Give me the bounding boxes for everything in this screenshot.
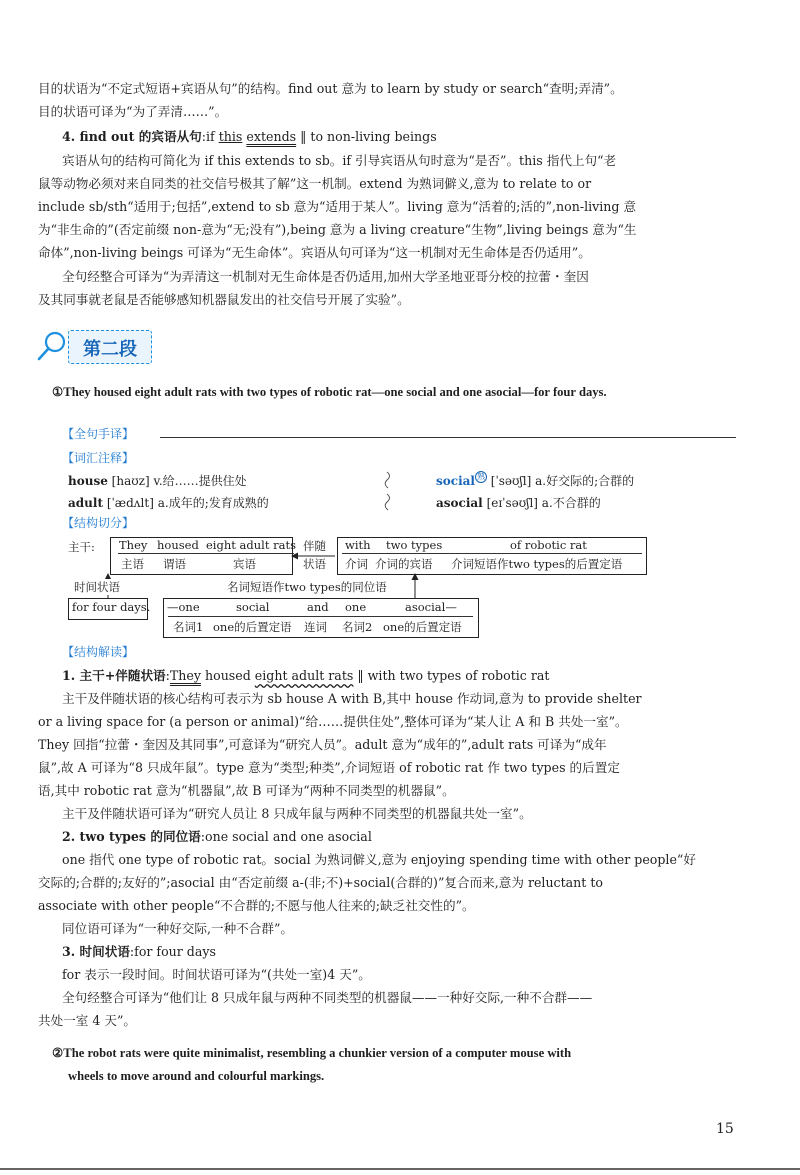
heading-label: 4. find out 的宾语从句 [62, 129, 202, 144]
role-postmod: 介词短语作two types的后置定语 [451, 557, 623, 571]
heading-tail: :one social and one asocial [200, 829, 372, 844]
translation-blank-line[interactable] [160, 437, 736, 438]
section-badge [68, 330, 152, 364]
role-noun1: 名词1 [173, 620, 204, 634]
vocab-word: house [68, 474, 108, 488]
heading-tail: ‖ with two types of robotic rat [353, 668, 550, 683]
text-line: 主干及伴随状语可译为“研究人员让 8 只成年鼠与两种不同类型的机器鼠共处一室”。 [62, 806, 532, 821]
heading-analysis-1 [62, 664, 762, 687]
text-line: 共处一室 4 天”。 [38, 1013, 137, 1028]
text-line: 目的状语为“不定式短语+宾语从句”的结构。find out 意为 to learn by study or search“查明;弄清”。 [38, 81, 623, 96]
underline [342, 553, 642, 554]
sentence-text: They housed eight adult rats with two types of robotic rat—one social and one asocial—for four days. [63, 385, 607, 399]
magnifier-icon [36, 330, 68, 362]
word-one-1: —one [167, 600, 200, 614]
text-line: 目的状语可译为“为了弄清……”。 [38, 104, 228, 119]
label-time-adverbial: 时间状语 [74, 580, 120, 594]
underline [168, 616, 473, 617]
vocab-def: a.成年的;发育成熟的 [157, 496, 269, 510]
vocab-ipa: [haʊz] [111, 474, 150, 488]
text-line: 语,其中 robotic rat 意为“机器鼠”,故 B 可译为“两种不同类型的机器鼠”。 [38, 783, 455, 798]
text-line: 主干及伴随状语的核心结构可表示为 sb house A with B,其中 house 作动词,意为 to provide shelter [62, 691, 642, 706]
footer-rule [0, 1168, 800, 1170]
label-analysis: 【结构解读】 [62, 645, 135, 659]
heading-text: :if [201, 129, 219, 144]
label-adverbial: 状语 [303, 557, 326, 571]
vocab-adult [68, 494, 269, 511]
sentence-text: The robot rats were quite minimalist, resembling a chunkier version of a computer mouse with [63, 1046, 572, 1060]
vocab-ipa: [ˈædʌlt] [106, 496, 154, 510]
text-line: 命体”,non-living beings 可译为“无生命体”。宾语从句可译为“这一机制对无生命体是否仍适用”。 [38, 245, 591, 260]
word-two-types: two types [386, 538, 443, 552]
text-line: 交际的;合群的;友好的”;asocial 由“否定前缀 a-(非;不)+social(合群的)”复合而来,意为 reluctant to [38, 875, 603, 890]
text-line: include sb/sth“适用于;包括”,extend to sb 意为“适用于某人”。living 意为“活着的;活的”,non-living 意 [38, 199, 637, 214]
role-one-postmod-1: one的后置定语 [213, 620, 292, 634]
vocab-asocial [436, 494, 601, 511]
familiar-word-badge: 熟 [476, 472, 485, 481]
text-line: 为“非生命的”(否定前缀 non-意为“无;没有”),being 意为 a living creature“生物”,living beings 意为“生 [38, 222, 637, 237]
text-line: 全句经整合可译为“他们让 8 只成年鼠与两种不同类型的机器鼠——一种好交际,一种不合群—— [62, 990, 593, 1005]
vocab-def: a.不合群的 [541, 496, 601, 510]
vocab-ipa: [eɪˈsəʊʃl] [486, 496, 538, 510]
heading-tail: :for four days [129, 944, 216, 959]
word-and: and [307, 600, 329, 614]
heading-label: 1. 主干+伴随状语 [62, 668, 166, 683]
vocab-house [68, 472, 247, 489]
section-title: 第二段 [83, 339, 137, 360]
text-line: 鼠”,故 A 可译为“8 只成年鼠”。type 意为“类型;种类”,介词短语 of robotic rat 作 two types 的后置定 [38, 760, 620, 775]
text-line: 全句经整合可译为“为弄清这一机制对无生命体是否仍适用,加州大学圣地亚哥分校的拉蕾・奎因 [62, 269, 589, 284]
word-of-robotic-rat: of robotic rat [510, 538, 587, 552]
underlined-eight-adult-rats: eight adult rats [254, 668, 354, 683]
role-pobj: 介词的宾语 [375, 557, 433, 571]
heading-object-clause [62, 125, 762, 148]
role-subject: 主语 [121, 557, 144, 571]
text-line: or a living space for (a person or animal)“给……提供住处”,整体可译为“某人让 A 和 B 共处一室”。 [38, 714, 628, 729]
word-they: They [119, 538, 148, 552]
label-appositive: 名词短语作two types的同位语 [227, 580, 387, 594]
word-asocial: asocial— [405, 600, 457, 614]
underlined-they: They [169, 668, 201, 683]
vocab-word: social [436, 474, 475, 488]
main-label: 主干: [68, 540, 95, 554]
label-accompany: 伴随 [303, 539, 326, 553]
vocab-def: v.给……提供住处 [153, 474, 247, 488]
text-line: one 指代 one type of robotic rat。social 为熟词僻义,意为 enjoying spending time with other people“好 [62, 852, 696, 867]
text-line: 及其同事就老鼠是否能够感知机器鼠发出的社交信号开展了实验”。 [38, 292, 410, 307]
word-eight-adult-rats: eight adult rats [206, 538, 296, 552]
underlined-extends: extends [246, 129, 297, 144]
text-line: 宾语从句的结构可简化为 if this extends to sb。if 引导宾语从句时意为“是否”。this 指代上句“老 [62, 153, 617, 168]
vocab-word: adult [68, 496, 103, 510]
role-noun2: 名词2 [342, 620, 373, 634]
label-structure: 【结构切分】 [62, 516, 135, 530]
word-with: with [345, 538, 371, 552]
heading-analysis-2 [62, 825, 762, 848]
sentence-2 [52, 1042, 762, 1065]
sentence-1 [52, 381, 762, 404]
heading-text: : [165, 668, 170, 683]
label-vocab: 【词汇注释】 [62, 451, 135, 465]
word-for-four-days: for four days. [72, 600, 151, 614]
role-prep: 介词 [345, 557, 368, 571]
heading-analysis-3 [62, 940, 762, 963]
text-line: 同位语可译为“一种好交际,一种不合群”。 [62, 921, 293, 936]
role-predicate: 谓语 [163, 557, 186, 571]
underlined-this: this [218, 129, 243, 144]
vocab-ipa: [ˈsəʊʃl] [490, 474, 532, 488]
underline [118, 553, 294, 554]
role-one-postmod-2: one的后置定语 [383, 620, 462, 634]
sentence-number: ① [52, 385, 64, 399]
role-object: 宾语 [233, 557, 256, 571]
label-translation: 【全句手译】 [62, 427, 135, 441]
heading-label: 3. 时间状语 [62, 944, 130, 959]
word-housed: housed [157, 538, 199, 552]
heading-tail: ‖ to non-living beings [296, 129, 437, 144]
vocab-social [436, 472, 634, 489]
text-line: associate with other people“不合群的;不愿与他人往来的;缺乏社交性的”。 [38, 898, 475, 913]
word-one-2: one [345, 600, 367, 614]
heading-text: housed [201, 668, 255, 683]
text-line: 鼠等动物必须对来自同类的社交信号极其了解”这一机制。extend 为熟词僻义,意为 to relate to or [38, 176, 592, 191]
page-number: 15 [716, 1121, 734, 1137]
binding-ring-icon [384, 470, 394, 512]
sentence-2-cont: wheels to move around and colourful markings. [68, 1069, 325, 1083]
role-conj: 连词 [304, 620, 327, 634]
vocab-def: a.好交际的;合群的 [535, 474, 635, 488]
text-line: for 表示一段时间。时间状语可译为“(共处一室)4 天”。 [62, 967, 371, 982]
sentence-number: ② [52, 1046, 64, 1060]
text-line: They 回指“拉蕾・奎因及其同事”,可意译为“研究人员”。adult 意为“成年的”,adult rats 可译为“成年 [38, 737, 607, 752]
arrow-up-icon [410, 573, 420, 599]
heading-label: 2. two types 的同位语 [62, 829, 201, 844]
vocab-word: asocial [436, 496, 483, 510]
word-social: social [236, 600, 270, 614]
